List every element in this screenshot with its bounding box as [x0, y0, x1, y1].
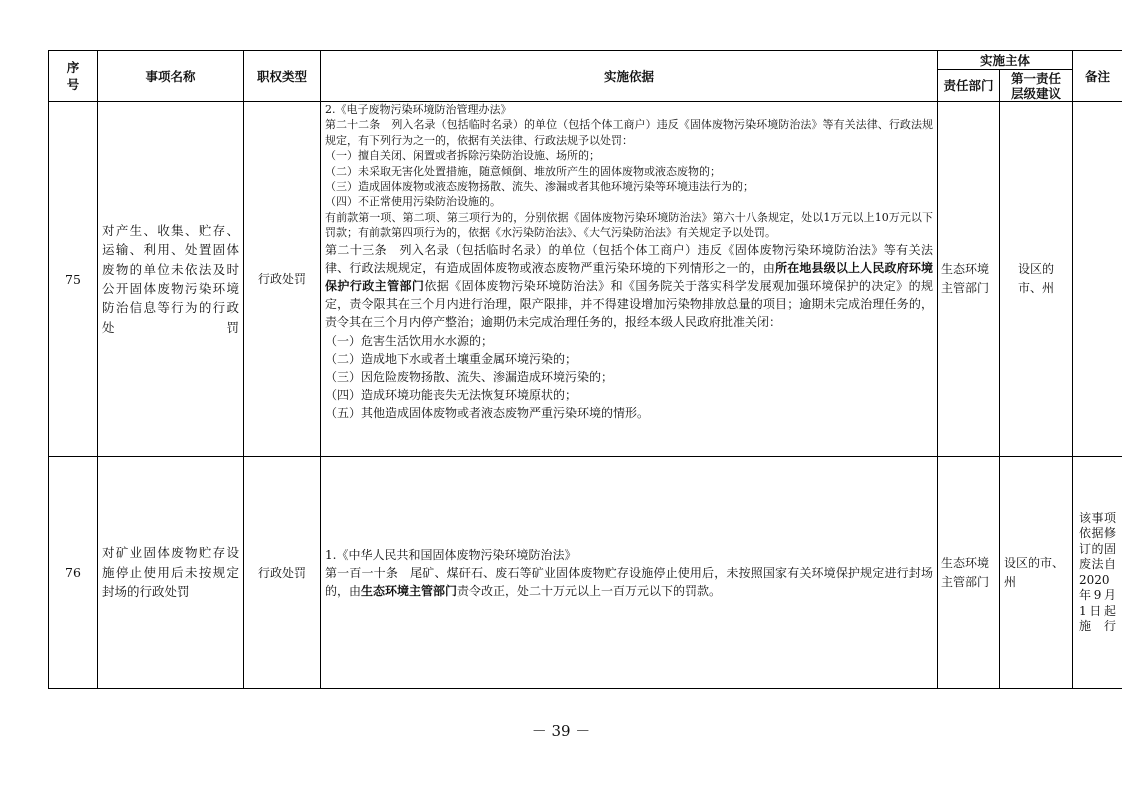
header-type: 职权类型: [244, 51, 321, 102]
row-seq: 76: [49, 457, 98, 689]
header-dept: 责任部门: [938, 70, 1000, 102]
page-number: － 39 －: [531, 722, 591, 740]
row-basis: [321, 102, 938, 457]
table-row: [49, 457, 1122, 689]
basis-title: 1.《中华人民共和国固体废物污染环境防治法》: [325, 547, 577, 562]
row-basis: [321, 457, 938, 689]
row-power-type: 行政处罚: [244, 102, 321, 457]
enforcement-table: [48, 50, 1122, 689]
basis-item: （一）擅自关闭、闲置或者拆除污染防治设施、场所的；: [325, 149, 600, 163]
basis-item: （四）不正常使用污染防治设施的。: [325, 195, 501, 209]
basis-item: （五）其他造成固体废物或者液态废物严重污染环境的情形。: [325, 406, 650, 421]
row-power-type: 行政处罚: [244, 457, 321, 689]
row-dept: 生态环境主管部门: [938, 102, 1000, 457]
basis-article: 第二十三条 列入名录（包括临时名录）的单位（包括个体工商户）违反《固体废物污染环境防治法》等有关法律、行政法规规定，有造成固体废物或液态废物严重污染环境的下列情形之一的，由所在地县级以上人民政府环境保护行政主管部门依据《固体废物污染环境防治法》和《国务院关于落实科学发展观加强环境保护的决定》的规定，责令限其在三个月内进行治理，限产限排，并不得建设增加污染物排放总量的项目；逾期未完成治理任务的，责令其在三个月内停产整治；逾期仍未完成治理任务的，报经本级人民政府批准关闭：: [325, 242, 933, 330]
basis-article: 第二十二条 列入名录（包括临时名录）的单位（包括个体工商户）违反《固体废物污染环境防治法》等有关法律、行政法规规定，有下列行为之一的，依据有关法律、行政法规予以处罚：: [325, 118, 933, 147]
basis-item: （二）造成地下水或者土壤重金属环境污染的；: [325, 351, 578, 366]
row-item-name: 对矿业固体废物贮存设施停止使用后未按规定封场的行政处罚: [98, 457, 244, 689]
header-level: 第一责任层级建议: [1000, 70, 1073, 102]
row-dept: 生态环境主管部门: [938, 457, 1000, 689]
basis-item: （四）造成环境功能丧失无法恢复环境原状的；: [325, 388, 578, 403]
row-note: [1073, 102, 1122, 457]
row-note: 该事项依据修订的固废法自2020年9月1日起施行: [1073, 457, 1122, 689]
basis-article: 第一百一十条 尾矿、煤矸石、废石等矿业固体废物贮存设施停止使用后，未按照国家有关环境保护规定进行封场的，由生态环境主管部门责令改正，处二十万元以上一百万元以下的罚款。: [325, 565, 933, 598]
row-seq: 75: [49, 102, 98, 457]
row-level: 设区的市、州: [1000, 457, 1073, 689]
basis-item: （一）危害生活饮用水水源的；: [325, 333, 494, 348]
header-basis: 实施依据: [321, 51, 938, 102]
row-level: 设区的市、州: [1000, 102, 1073, 457]
basis-item: （二）未采取无害化处置措施，随意倾倒、堆放所产生的固体废物或液态废物的；: [325, 164, 721, 178]
authority-bold: 所在地县级以上人民政府环境保护行政主管部门: [325, 260, 933, 294]
header-subject: 实施主体: [938, 51, 1073, 70]
basis-title: 2.《电子废物污染环境防治管理办法》: [325, 103, 512, 116]
header-row-top: [49, 51, 1122, 70]
header-name: 事项名称: [98, 51, 244, 102]
table-row: [49, 102, 1122, 457]
header-note: 备注: [1073, 51, 1122, 102]
basis-penalty: 有前款第一项、第二项、第三项行为的，分别依据《固体废物污染环境防治法》第六十八条规定，处以1万元以上10万元以下罚款；有前款第四项行为的，依据《水污染防治法》、《大气污染防治法》有关规定予以处罚。: [325, 210, 933, 240]
header-seq: 序号: [49, 51, 98, 102]
row-item-name: 对产生、收集、贮存、运输、利用、处置固体废物的单位未依法及时公开固体废物污染环境防治信息等行为的行政处罚: [98, 102, 244, 457]
basis-item: （三）因危险废物扬散、流失、渗漏造成环境污染的；: [325, 370, 614, 385]
basis-item: （三）造成固体废物或液态废物扬散、流失、渗漏或者其他环境污染等环境违法行为的；: [325, 180, 754, 194]
authority-bold: 生态环境主管部门: [361, 583, 458, 598]
